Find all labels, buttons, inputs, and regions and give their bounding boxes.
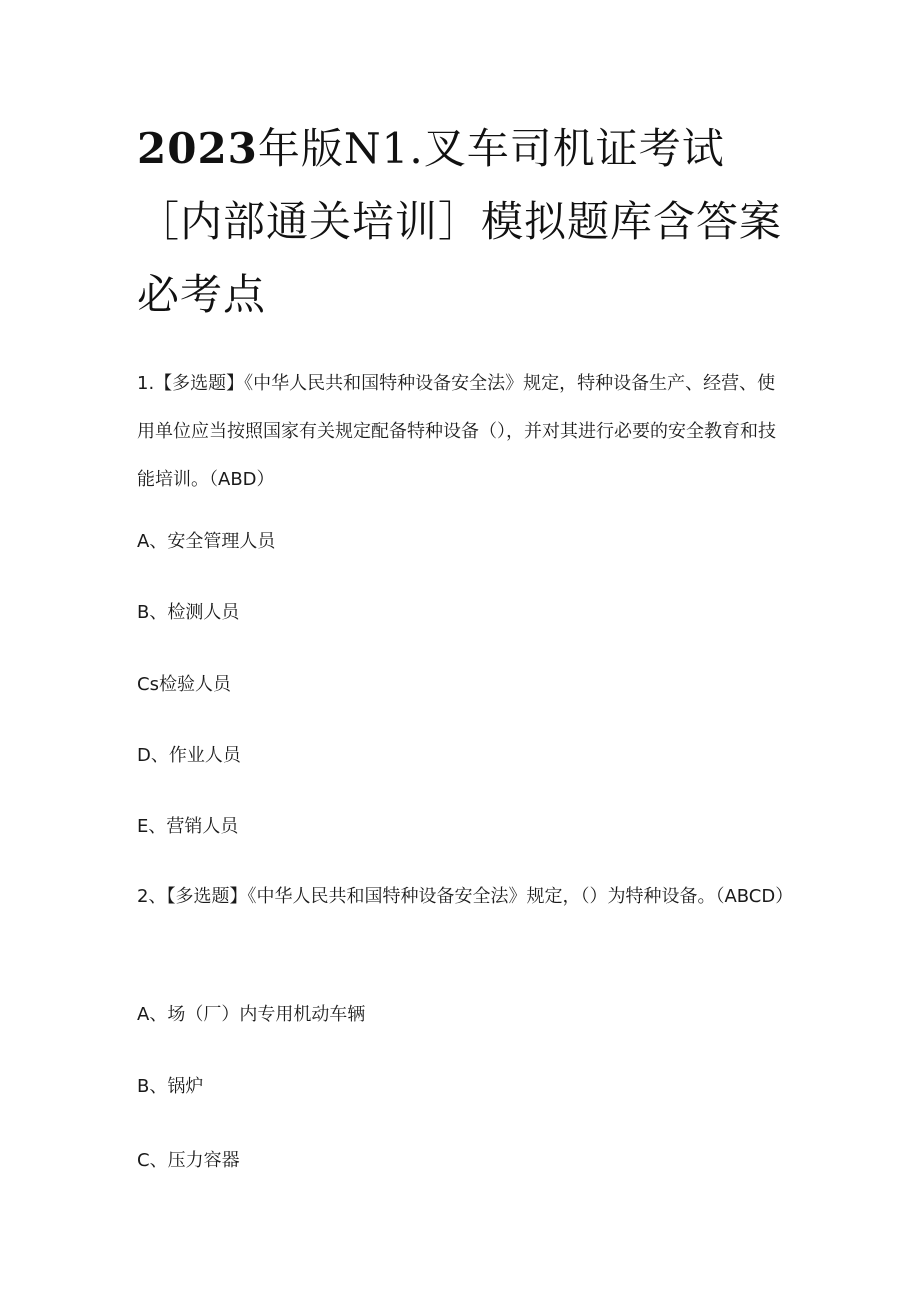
question-stem-1: 1.【多选题】《中华人民共和国特种设备安全法》规定，特种设备生产、经营、使用单位应当按照国家有关规定配备特种设备（），并对其进行必要的安全教育和技能培训。（ABD） [137,373,776,490]
question-1-option-d: D、作业人员 [137,745,241,766]
question-2-option-c: C、压力容器 [137,1150,240,1171]
title-year: 2023 [137,124,258,173]
document-title [137,112,787,331]
question-2-option-a: A、场（厂）内专用机动车辆 [137,1004,366,1025]
question-1-option-b: B、检测人员 [137,602,240,623]
question-1-option-c: Cs检验人员 [137,674,231,695]
question-1-option-a: A、安全管理人员 [137,531,276,552]
question-1-option-e: E、营销人员 [137,816,239,837]
question-stem-2: 2、【多选题】《中华人民共和国特种设备安全法》规定，（）为特种设备。（ABCD） [137,886,794,907]
title-text: 年版N1.叉车司机证考试［内部通关培训］模拟题库含答案必考点 [137,124,783,319]
question-2-option-b: B、锅炉 [137,1076,204,1097]
